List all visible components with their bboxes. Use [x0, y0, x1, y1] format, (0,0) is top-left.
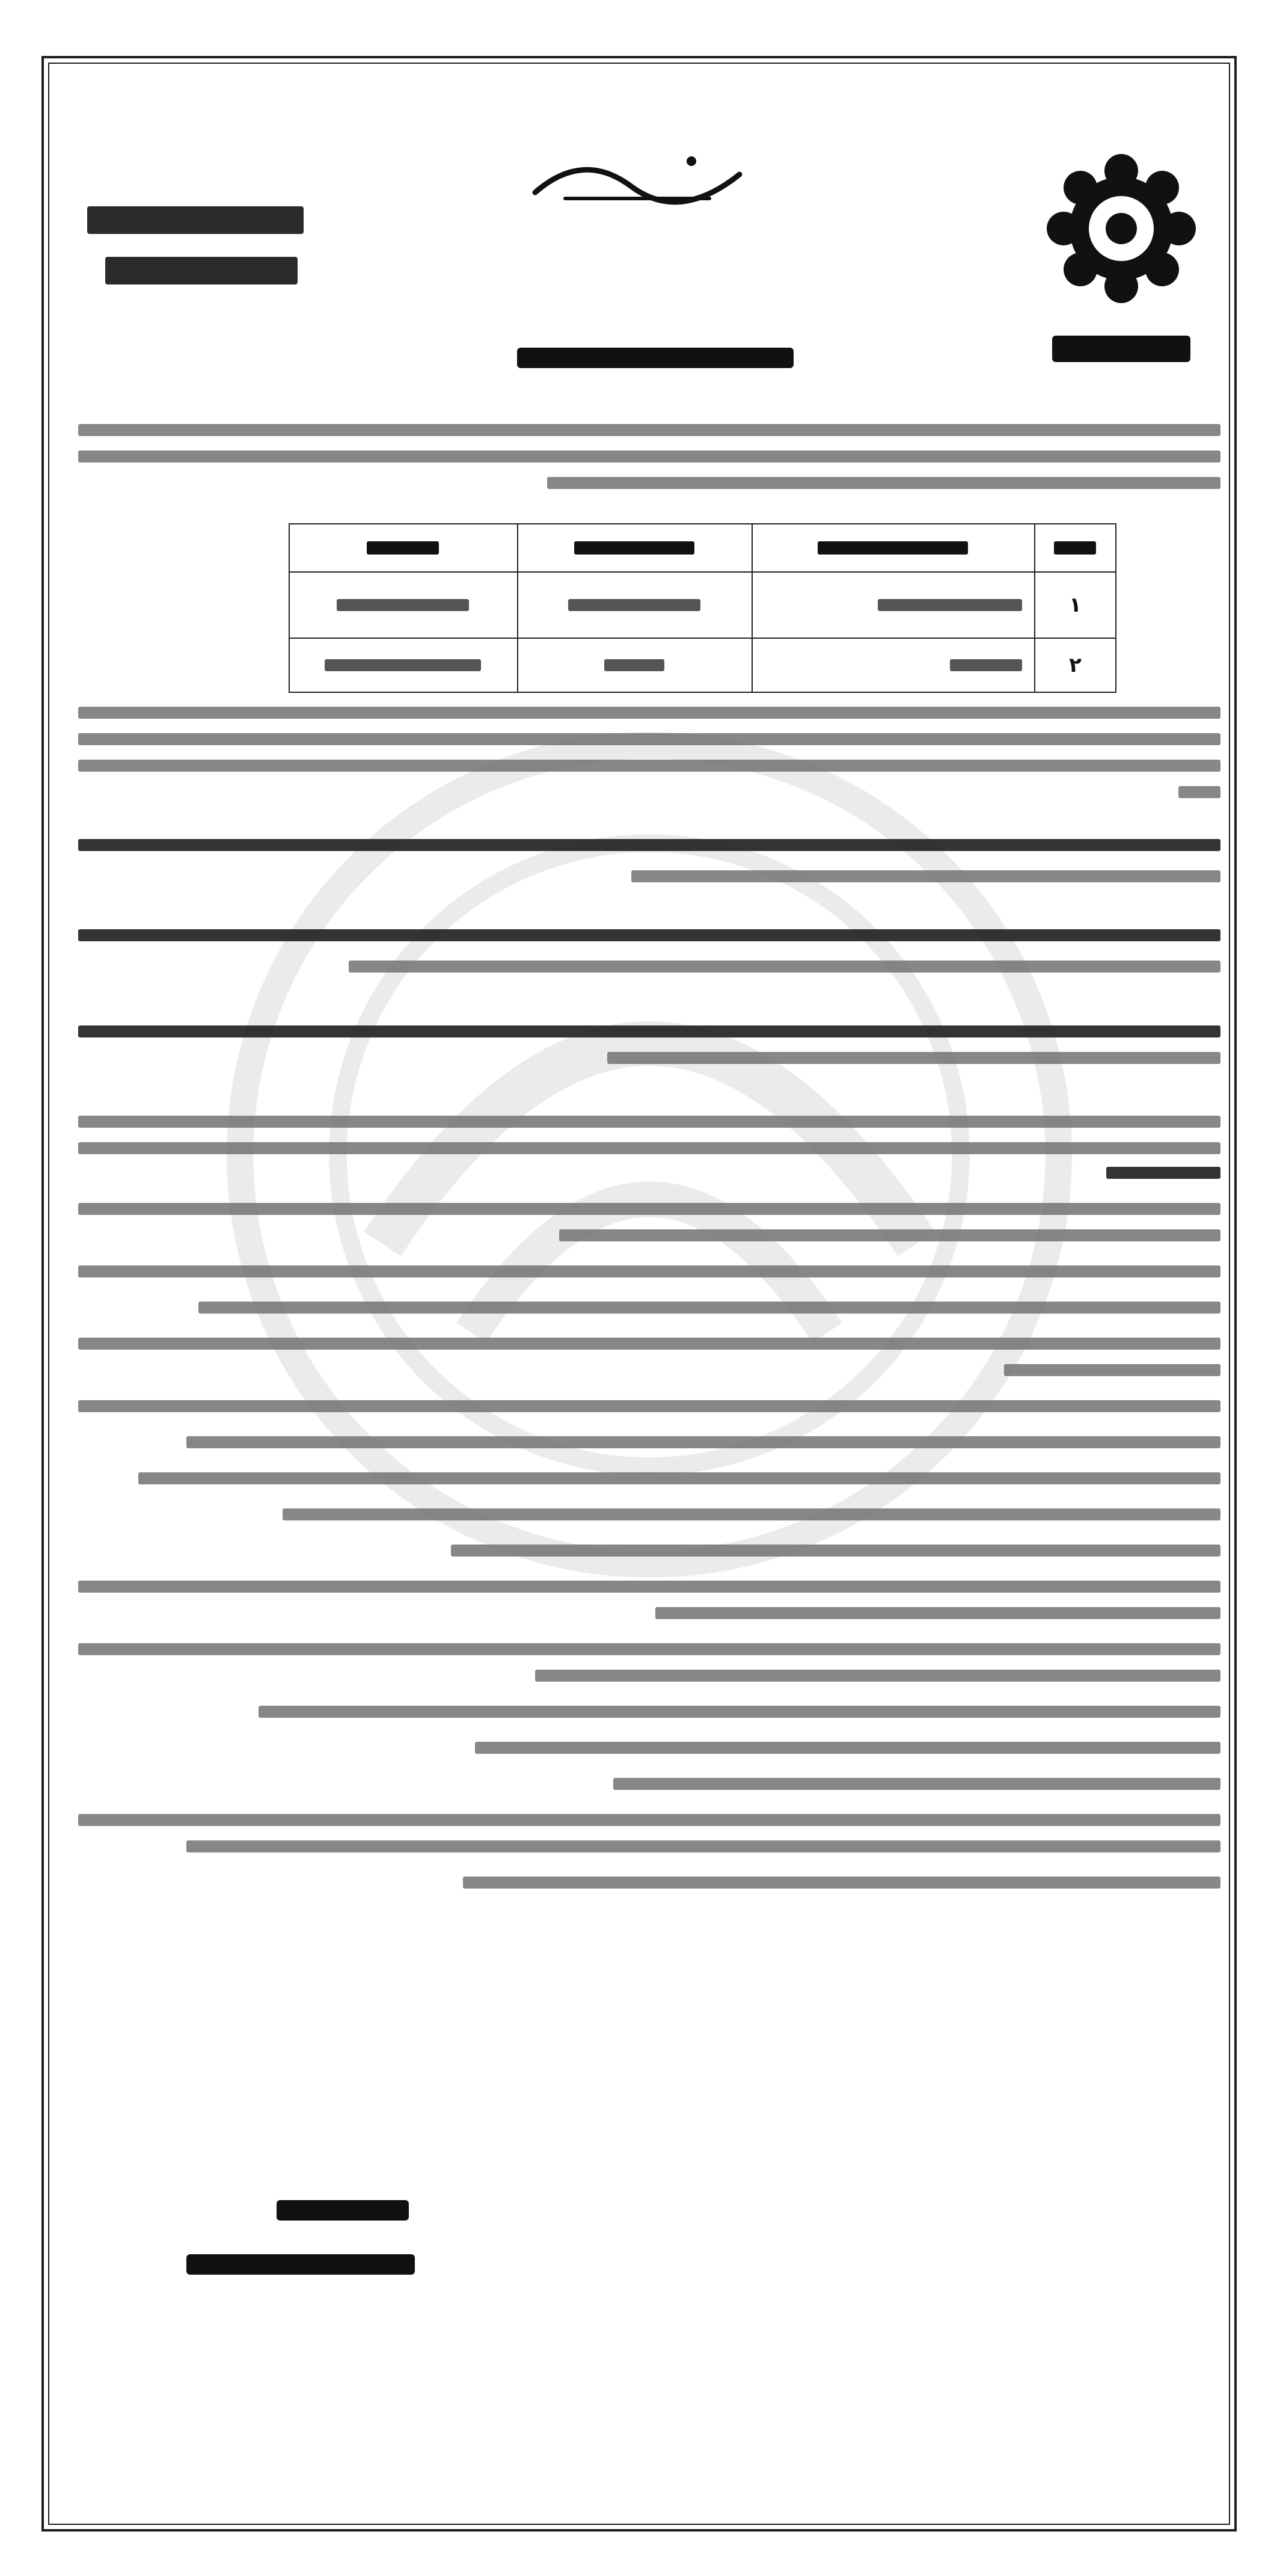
reference-date — [105, 257, 298, 284]
participation-paragraph — [78, 707, 1220, 821]
signature-block — [180, 2189, 433, 2292]
auction-conditions-list — [78, 1203, 1220, 2081]
table-row-1-no: ۱ — [1035, 572, 1116, 638]
conditions-heading — [78, 1167, 1220, 1185]
table-row-2-price — [289, 638, 518, 692]
col-header-quantity — [518, 524, 752, 572]
col-header-item — [752, 524, 1035, 572]
intro-paragraph — [78, 424, 1220, 508]
table-row-2-quantity — [518, 638, 752, 692]
col-header-price — [289, 524, 518, 572]
table-row-2-item — [752, 638, 1035, 692]
table-row-1-quantity — [518, 572, 752, 638]
table-row-1-price — [289, 572, 518, 638]
packet-b-paragraph — [78, 929, 1220, 1001]
items-table — [289, 523, 1116, 693]
notice-title — [517, 337, 794, 379]
reference-block — [87, 201, 304, 292]
col-header-row — [1035, 524, 1116, 572]
packet-a-paragraph — [78, 839, 1220, 911]
municipality-logo-icon — [1034, 144, 1208, 397]
packet-b-legal-paragraph — [78, 1025, 1220, 1086]
table-row-2-no: ۲ — [1035, 638, 1116, 692]
table-row-1-item — [752, 572, 1035, 638]
reference-number — [87, 206, 304, 234]
doc-title-calligraphy — [511, 138, 764, 217]
